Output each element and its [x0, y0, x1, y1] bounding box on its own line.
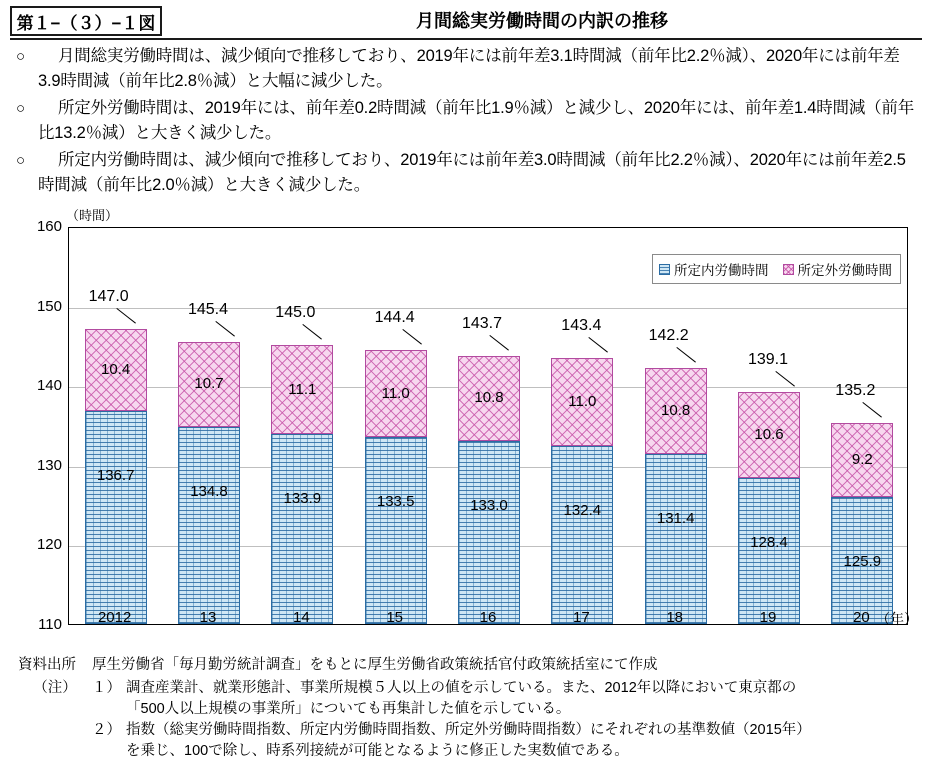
note-text-continued: 「500人以上規模の事業所」についても再集計した値を示している。 — [126, 701, 571, 717]
x-axis-tick-label: 18 — [666, 609, 683, 626]
bar-value-label-inner: 132.4 — [563, 501, 602, 519]
chart-unit-label: （時間） — [66, 208, 119, 223]
bar-segment-inner — [551, 446, 613, 624]
bullet-text: 所定内労働時間は、減少傾向で推移しており、2019年には前年差3.0時間減（前年比2.2％減）、2020年には前年差2.5時間減（前年比2.0％減）と大きく減少した。 — [38, 151, 906, 194]
bullet-marker: ○ — [16, 48, 26, 65]
note-text: 指数（総実労働時間指数、所定内労働時間指数、所定外労働時間指数）にそれぞれの基準数値（2015年） — [126, 722, 811, 738]
note-label-spacer — [18, 720, 92, 741]
figure-header — [10, 6, 922, 36]
bar-value-label-outer: 10.8 — [661, 401, 691, 419]
x-axis-tick-label: 19 — [759, 609, 777, 626]
bullet-marker: ○ — [16, 100, 26, 117]
bar-value-label-outer: 10.8 — [474, 389, 504, 407]
bar-total-label: 142.2 — [648, 326, 689, 344]
note-number: １） — [92, 680, 121, 696]
bullet-marker: ○ — [16, 152, 26, 169]
y-axis-tick-label: 150 — [36, 297, 62, 315]
bar-value-label-outer: 10.6 — [754, 425, 784, 443]
summary-bullets — [16, 44, 922, 200]
x-axis-tick-label: 14 — [292, 609, 310, 626]
source-label: 資料出所 — [18, 657, 76, 673]
bar-segment-inner — [645, 454, 707, 624]
bullet-item — [16, 148, 922, 198]
bar-segment-outer — [85, 329, 147, 411]
bar-value-label-outer: 10.4 — [101, 361, 131, 379]
bar-segment-outer — [551, 358, 613, 446]
bar-column — [645, 226, 707, 624]
bar-segment-inner — [831, 497, 893, 624]
bullet-item — [16, 44, 922, 94]
x-axis-tick-label: 2012 — [97, 609, 132, 626]
source-row — [18, 655, 918, 676]
note-text-continued: を乗じ、100で除し、時系列接続が可能となるように修正した実数値である。 — [126, 743, 629, 759]
bar-column — [738, 226, 800, 624]
figure-number: 第１−（３）−１図 — [10, 6, 162, 36]
y-axis-tick-label: 160 — [36, 218, 62, 235]
x-axis-tick-label: 13 — [199, 609, 217, 626]
bullet-item — [16, 96, 922, 146]
y-axis-tick-label: 110 — [38, 616, 62, 633]
legend-label-inner: 所定内労働時間 — [674, 263, 769, 278]
bar-total-label: 147.0 — [88, 288, 129, 306]
note-row — [18, 678, 918, 699]
chart-plot-area — [68, 227, 908, 625]
x-axis-tick-label: 16 — [479, 609, 497, 626]
legend-label-outer: 所定外労働時間 — [797, 263, 892, 278]
bar-value-label-outer: 10.7 — [194, 375, 224, 393]
x-axis-tick-label: 17 — [572, 609, 590, 626]
bar-segment-inner — [178, 427, 240, 624]
bar-segment-inner — [458, 441, 520, 624]
bar-total-label: 145.4 — [187, 301, 229, 319]
bar-value-label-outer: 11.0 — [568, 392, 597, 410]
bar-value-label-inner: 128.4 — [750, 533, 788, 551]
bar-total-label: 145.0 — [275, 304, 316, 322]
bar-value-label-inner: 136.7 — [96, 467, 135, 485]
bar-value-label-outer: 11.1 — [288, 380, 317, 398]
bar-value-label-inner: 134.8 — [190, 482, 228, 500]
y-axis-tick-label: 130 — [36, 456, 62, 474]
note-label: （注） — [33, 680, 77, 696]
x-axis-tick-label: 15 — [386, 609, 403, 626]
bar-segment-outer — [738, 392, 800, 477]
bar-column — [271, 226, 333, 624]
bar-segment-outer — [645, 368, 707, 454]
bar-segment-inner — [85, 411, 147, 624]
bar-segment-outer — [458, 356, 520, 441]
bar-segment-outer — [271, 345, 333, 433]
source-text: 厚生労働省「毎月勤労統計調査」をもとに厚生労働省政策統括官付政策統括室にて作成 — [92, 657, 658, 673]
bar-segment-outer — [831, 423, 893, 497]
x-axis-unit-label: （年） — [876, 611, 918, 627]
y-axis-tick-label: 140 — [36, 377, 62, 395]
bar-total-label: 144.4 — [374, 309, 415, 327]
bar-segment-inner — [738, 478, 800, 624]
bar-column — [178, 226, 240, 624]
bar-column — [551, 226, 613, 624]
bar-value-label-inner: 133.0 — [470, 496, 508, 514]
bar-total-label: 135.2 — [835, 382, 876, 400]
bar-segment-outer — [178, 342, 240, 426]
figure-title: 月間総実労働時間の内訳の推移 — [416, 11, 668, 31]
bar-segment-outer — [365, 350, 427, 437]
chart-container — [24, 205, 918, 645]
bar-value-label-inner: 133.5 — [376, 492, 415, 510]
chart-notes — [18, 655, 918, 762]
bar-value-label-outer: 11.0 — [381, 384, 410, 402]
bar-column — [365, 226, 427, 624]
bar-total-label: 143.4 — [561, 317, 602, 335]
note-text: 調査産業計、就業形態計、事業所規模５人以上の値を示している。また、2012年以降において東京都の — [126, 680, 797, 696]
note-number: ２） — [92, 722, 121, 738]
header-divider — [10, 38, 922, 40]
bar-segment-inner — [365, 437, 427, 624]
bar-column — [458, 226, 520, 624]
y-axis-tick-label: 120 — [36, 536, 62, 554]
note-row — [18, 720, 918, 741]
bar-value-label-inner: 131.4 — [656, 509, 695, 527]
bar-segment-inner — [271, 434, 333, 624]
x-axis-tick-label: 20 — [852, 609, 870, 626]
bar-value-label-outer: 9.2 — [851, 451, 873, 469]
bullet-text: 所定外労働時間は、2019年には、前年差0.2時間減（前年比1.9％減）と減少し、2020年には、前年差1.4時間減（前年比13.2％減）と大きく減少した。 — [38, 99, 915, 142]
bar-value-label-inner: 133.9 — [283, 489, 322, 507]
bullet-text: 月間総実労働時間は、減少傾向で推移しており、2019年には前年差3.1時間減（前年比2.2％減）、2020年には前年差3.9時間減（前年比2.8％減）と大幅に減少した。 — [38, 47, 900, 90]
bar-value-label-inner: 125.9 — [843, 553, 882, 571]
bar-total-label: 143.7 — [461, 314, 503, 332]
bar-column — [85, 226, 147, 624]
bar-column — [831, 226, 893, 624]
bar-total-label: 139.1 — [747, 351, 789, 369]
